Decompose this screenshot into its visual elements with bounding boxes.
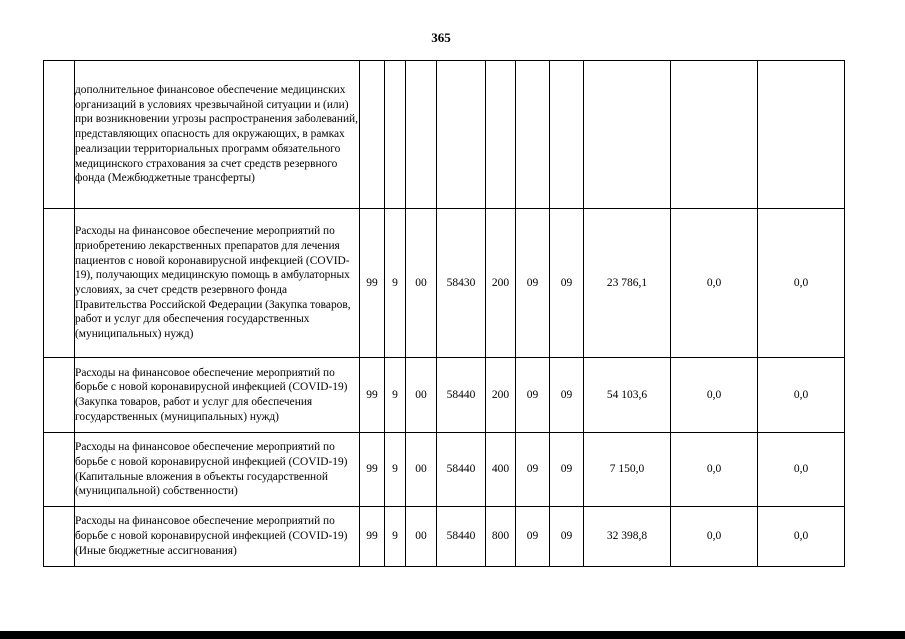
amount-year3-cell [758, 61, 845, 209]
expense-type-cell: 800 [486, 507, 516, 567]
event-code-cell: 00 [406, 209, 437, 358]
program-code-cell: 99 [360, 358, 385, 433]
program-code-cell [360, 61, 385, 209]
description-cell: Расходы на финансовое обеспечение мероприятий по борьбе с новой коронавирусной инфекцией (COVID-19) (Капитальные вложения в объекты государственной (муниципальной) собственности) [75, 433, 360, 507]
expense-type-cell: 400 [486, 433, 516, 507]
amount-year2-cell: 0,0 [671, 507, 758, 567]
index-cell [44, 61, 75, 209]
section-cell [516, 61, 550, 209]
subprogram-code-cell: 9 [385, 209, 406, 358]
section-cell: 09 [516, 209, 550, 358]
direction-code-cell: 58440 [437, 358, 486, 433]
amount-year3-cell: 0,0 [758, 358, 845, 433]
amount-year2-cell [671, 61, 758, 209]
amount-year1-cell: 23 786,1 [584, 209, 671, 358]
section-cell: 09 [516, 507, 550, 567]
amount-year2-cell: 0,0 [671, 433, 758, 507]
index-cell [44, 507, 75, 567]
table-row [44, 358, 845, 433]
table-row [44, 61, 845, 209]
direction-code-cell: 58430 [437, 209, 486, 358]
section-cell: 09 [516, 433, 550, 507]
page-number: 365 [431, 30, 451, 45]
expense-type-cell: 200 [486, 358, 516, 433]
amount-year3-cell: 0,0 [758, 507, 845, 567]
amount-year1-cell: 7 150,0 [584, 433, 671, 507]
description-cell: Расходы на финансовое обеспечение мероприятий по борьбе с новой коронавирусной инфекцией (COVID-19) (Иные бюджетные ассигнования) [75, 507, 360, 567]
scan-edge-bar [0, 631, 905, 639]
subsection-cell: 09 [550, 358, 584, 433]
direction-code-cell: 58440 [437, 433, 486, 507]
budget-table [43, 60, 845, 567]
event-code-cell: 00 [406, 358, 437, 433]
direction-code-cell: 58440 [437, 507, 486, 567]
subprogram-code-cell: 9 [385, 358, 406, 433]
amount-year3-cell: 0,0 [758, 433, 845, 507]
amount-year2-cell: 0,0 [671, 209, 758, 358]
index-cell [44, 209, 75, 358]
amount-year1-cell [584, 61, 671, 209]
subprogram-code-cell [385, 61, 406, 209]
subsection-cell [550, 61, 584, 209]
subsection-cell: 09 [550, 507, 584, 567]
subprogram-code-cell: 9 [385, 507, 406, 567]
section-cell: 09 [516, 358, 550, 433]
index-cell [44, 358, 75, 433]
event-code-cell [406, 61, 437, 209]
amount-year1-cell: 54 103,6 [584, 358, 671, 433]
amount-year1-cell: 32 398,8 [584, 507, 671, 567]
subsection-cell: 09 [550, 209, 584, 358]
index-cell [44, 433, 75, 507]
event-code-cell: 00 [406, 507, 437, 567]
subsection-cell: 09 [550, 433, 584, 507]
description-cell: дополнительное финансовое обеспечение медицинских организаций в условиях чрезвычайной ситуации и (или) при возникновении угрозы распространения заболеваний, представляющих опасность для окружающих, в рамках реализации территориальных программ обязательного медицинского страхования за счет средств резервного фонда (Межбюджетные трансферты) [75, 61, 360, 209]
event-code-cell: 00 [406, 433, 437, 507]
subprogram-code-cell: 9 [385, 433, 406, 507]
table-row [44, 209, 845, 358]
description-cell: Расходы на финансовое обеспечение мероприятий по приобретению лекарственных препаратов для лечения пациентов с новой коронавирусной инфекцией (COVID-19), получающих медицинскую помощь в амбулаторных условиях, за счет средств резервного фонда Правительства Российской Федерации (Закупка товаров, работ и услуг для обеспечения государственных (муниципальных) нужд) [75, 209, 360, 358]
amount-year3-cell: 0,0 [758, 209, 845, 358]
program-code-cell: 99 [360, 209, 385, 358]
amount-year2-cell: 0,0 [671, 358, 758, 433]
expense-type-cell [486, 61, 516, 209]
table-row [44, 433, 845, 507]
program-code-cell: 99 [360, 433, 385, 507]
description-cell: Расходы на финансовое обеспечение мероприятий по борьбе с новой коронавирусной инфекцией (COVID-19) (Закупка товаров, работ и услуг для обеспечения государственных (муниципальных) нужд) [75, 358, 360, 433]
expense-type-cell: 200 [486, 209, 516, 358]
program-code-cell: 99 [360, 507, 385, 567]
direction-code-cell [437, 61, 486, 209]
table-row [44, 507, 845, 567]
